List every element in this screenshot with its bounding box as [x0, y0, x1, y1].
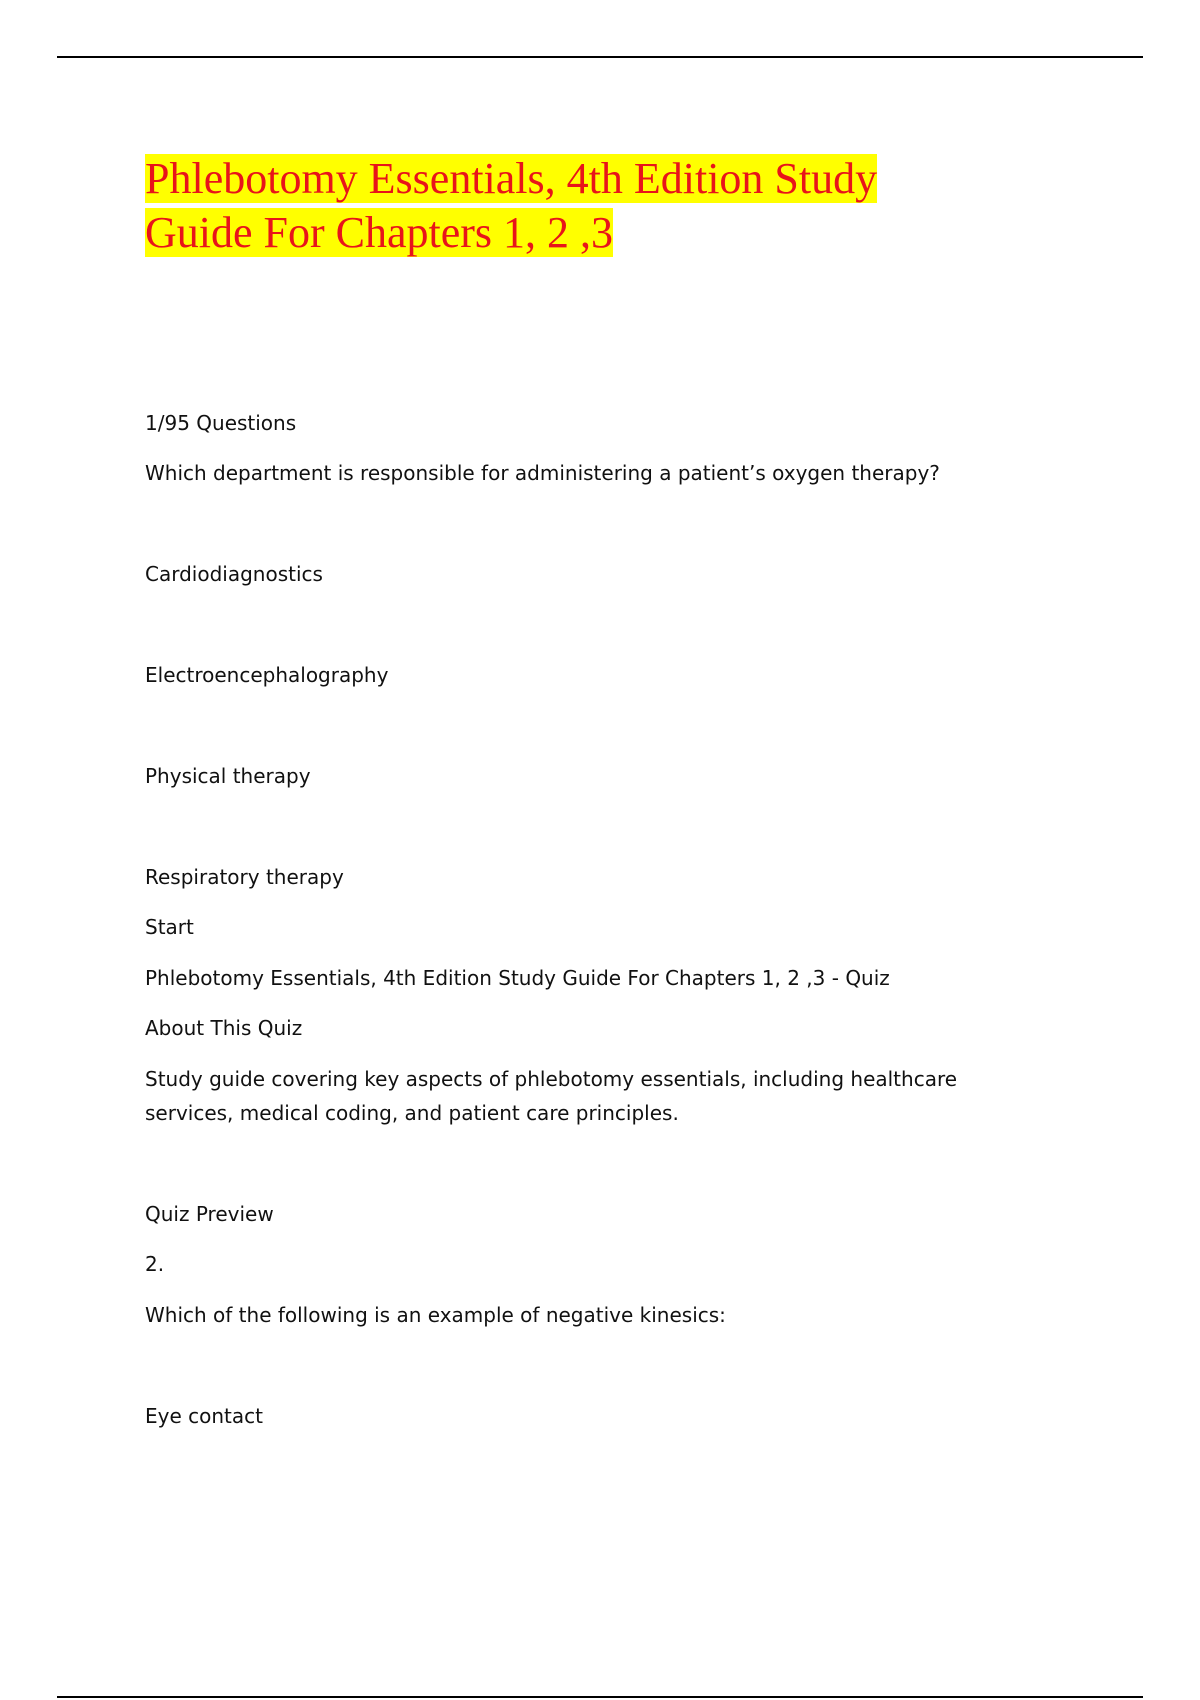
question-1-option-b: Electroencephalography: [145, 663, 389, 687]
preview-heading: Quiz Preview: [145, 1202, 274, 1226]
header-rule: [57, 56, 1143, 58]
question-count: 1/95 Questions: [145, 411, 297, 435]
start-label: Start: [145, 915, 194, 939]
question-2-option-a: Eye contact: [145, 1404, 263, 1428]
question-2-number: 2.: [145, 1252, 165, 1276]
question-1-option-c: Physical therapy: [145, 764, 311, 788]
question-1-option-a: Cardiodiagnostics: [145, 562, 323, 586]
question-1-option-d: Respiratory therapy: [145, 865, 344, 889]
about-text: Study guide covering key aspects of phlebotomy essentials, including healthcare services, medical coding, and patient care principles.: [145, 1067, 958, 1125]
document-title: [145, 152, 877, 260]
footer-rule: [57, 1696, 1143, 1698]
about-heading: About This Quiz: [145, 1016, 303, 1040]
title-line-2: Guide For Chapters 1, 2 ,3: [145, 208, 614, 257]
title-line-1: Phlebotomy Essentials, 4th Edition Study: [145, 154, 878, 203]
question-1-text: Which department is responsible for administering a patient’s oxygen therapy?: [145, 461, 940, 485]
question-2-text: Which of the following is an example of negative kinesics:: [145, 1303, 726, 1327]
quiz-title: Phlebotomy Essentials, 4th Edition Study Guide For Chapters 1, 2 ,3 - Quiz: [145, 966, 890, 990]
